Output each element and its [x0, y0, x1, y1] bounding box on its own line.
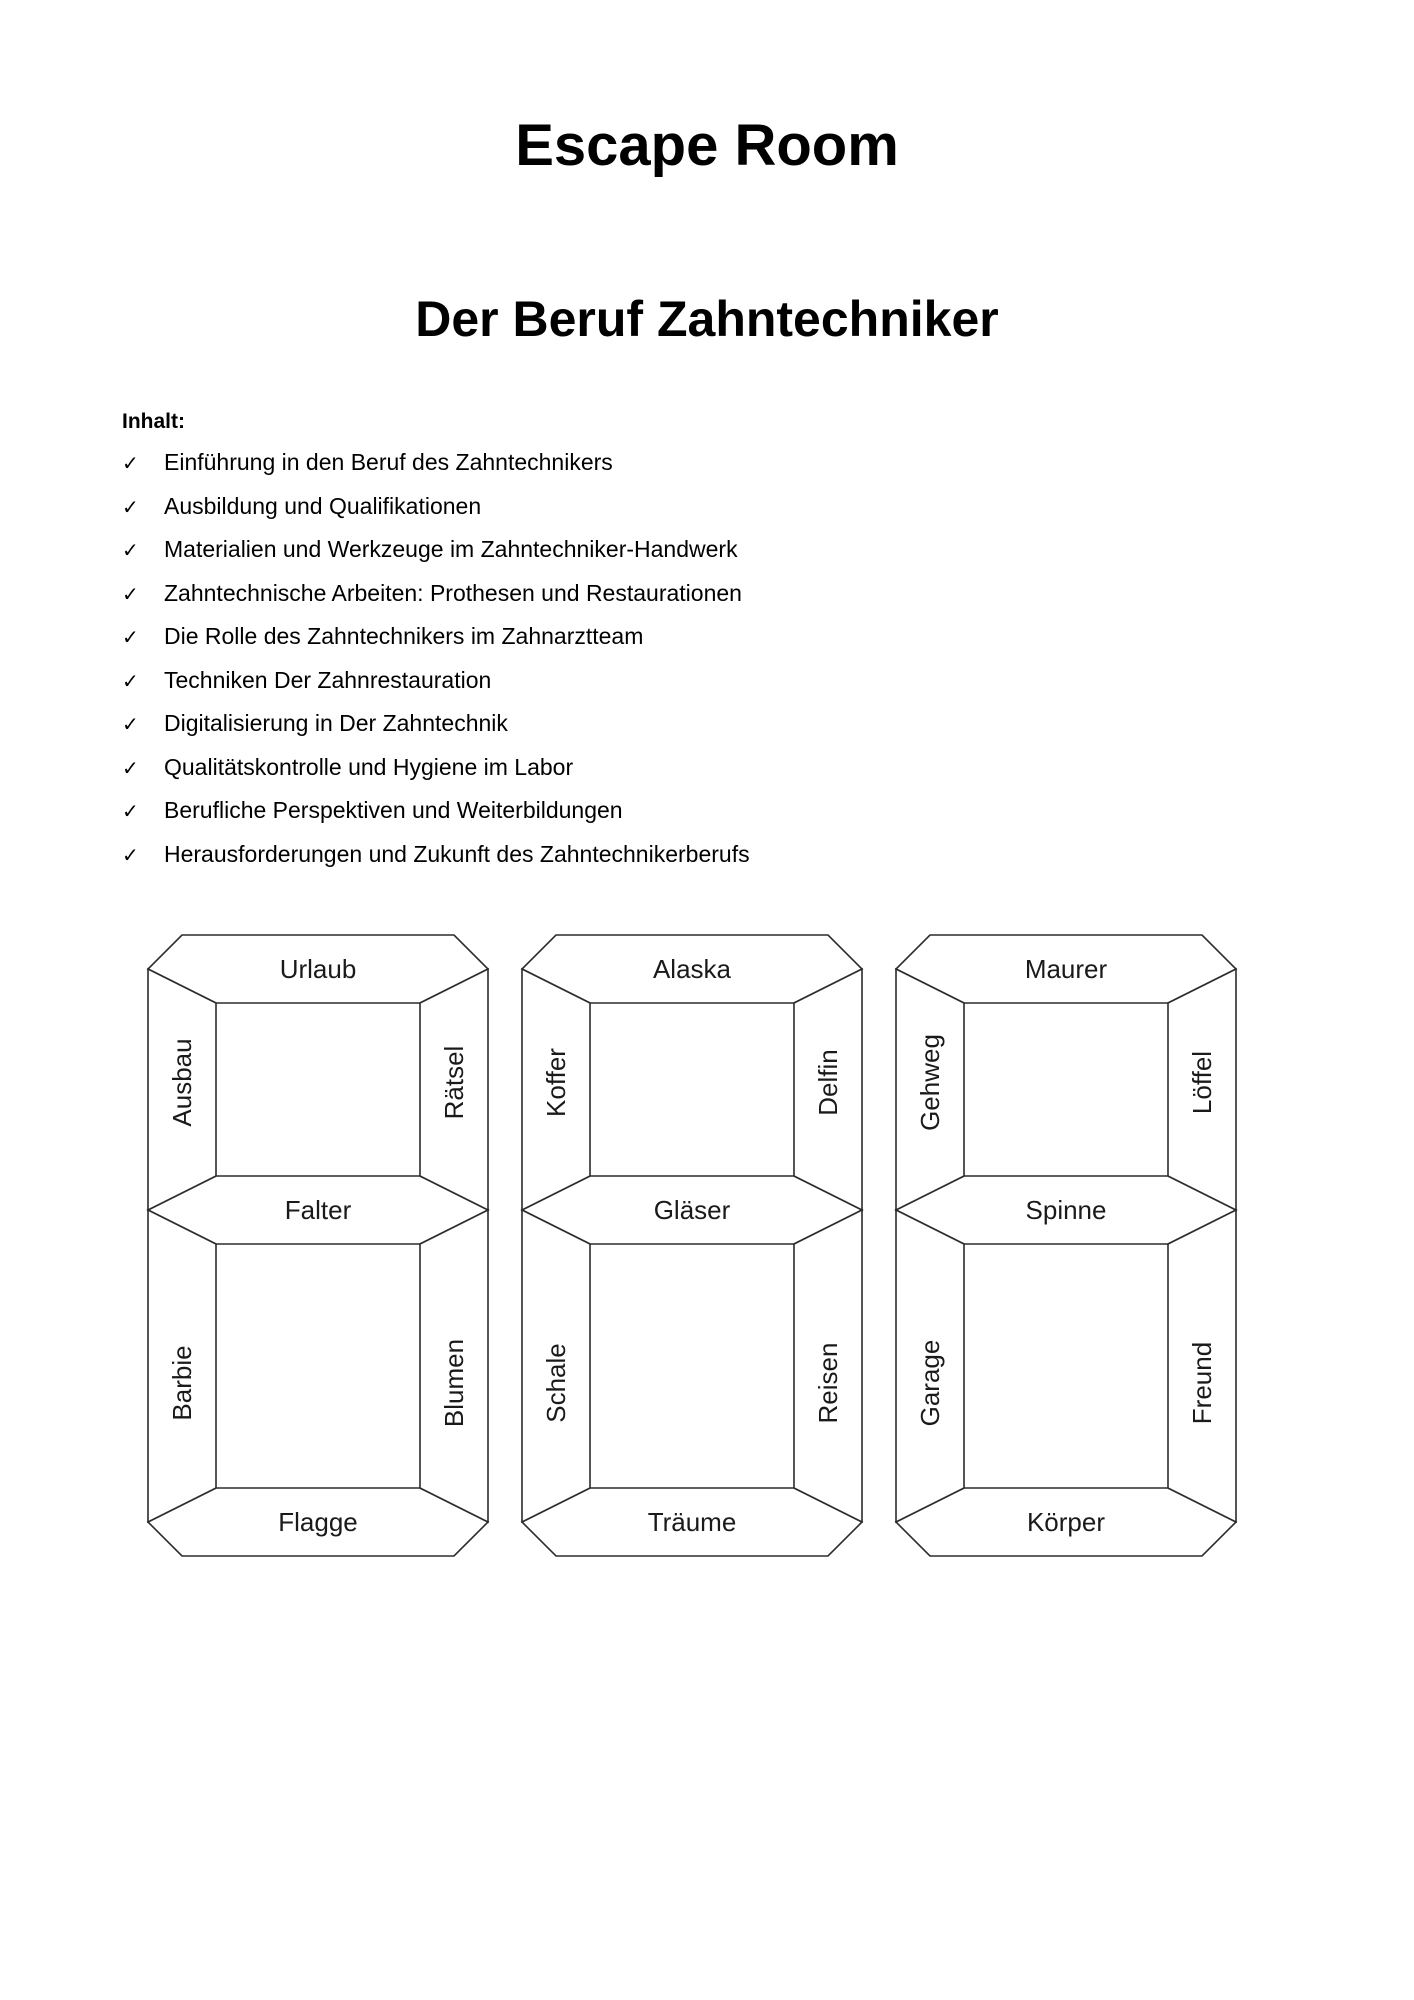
segment-word: Urlaub	[279, 954, 357, 984]
segment-middle	[148, 1176, 488, 1244]
segment-middle	[522, 1176, 862, 1244]
segment-word: Schale	[541, 1343, 571, 1423]
segment-word: Löffel	[1187, 1050, 1217, 1115]
segment-lower-right	[420, 1210, 488, 1522]
segment-word: Gläser	[653, 1195, 731, 1225]
list-item-text: Techniken Der Zahnrestauration	[164, 666, 492, 693]
segment-bottom	[522, 1488, 862, 1556]
page-subtitle: Der Beruf Zahntechniker	[415, 291, 999, 347]
segment-word: Spinne	[1025, 1195, 1107, 1225]
checkmark-icon: ✓	[122, 494, 139, 519]
digit-puzzle-1	[148, 935, 488, 1556]
list-item-text: Berufliche Perspektiven und Weiterbildungen	[164, 797, 623, 823]
checkmark-icon: ✓	[122, 538, 139, 562]
list-item-text: Ausbildung und Qualifikationen	[164, 492, 482, 519]
list-item-text: Die Rolle des Zahntechnikers im Zahnarztteam	[164, 623, 644, 649]
checkmark-icon: ✓	[122, 799, 139, 823]
segment-middle	[896, 1176, 1236, 1244]
segment-lower-right	[794, 1210, 862, 1522]
segment-lower-right	[1168, 1210, 1236, 1522]
segment-word: Rätsel	[439, 1045, 469, 1120]
segment-word: Reisen	[813, 1342, 843, 1424]
contents-label: Inhalt:	[122, 410, 185, 433]
segment-word: Flagge	[278, 1507, 358, 1537]
segment-word: Falter	[284, 1195, 352, 1225]
segment-word: Alaska	[652, 954, 732, 984]
checkmark-icon: ✓	[122, 668, 139, 693]
list-item-text: Digitalisierung in Der Zahntechnik	[164, 710, 508, 736]
segment-word: Garage	[915, 1339, 945, 1427]
segment-lower-left	[522, 1210, 590, 1522]
segment-word: Maurer	[1024, 954, 1108, 984]
segment-bottom	[148, 1488, 488, 1556]
segment-word: Körper	[1026, 1507, 1106, 1537]
list-item-text: Materialien und Werkzeuge im Zahntechniker-Handwerk	[164, 536, 738, 562]
page-title: Escape Room	[515, 113, 899, 178]
segment-upper-left	[896, 969, 964, 1210]
checkmark-icon: ✓	[122, 842, 139, 867]
segment-upper-left	[148, 969, 216, 1210]
checkmark-icon: ✓	[122, 755, 139, 780]
segment-upper-right	[1168, 969, 1236, 1210]
segment-upper-right	[420, 969, 488, 1210]
segment-upper-right	[794, 969, 862, 1210]
segment-top	[148, 935, 488, 1003]
segment-bottom	[896, 1488, 1236, 1556]
segment-word: Freund	[1187, 1341, 1217, 1425]
checkmark-icon: ✓	[122, 625, 139, 649]
segment-lower-left	[148, 1210, 216, 1522]
segment-word: Träume	[647, 1507, 737, 1537]
digit-puzzle-3	[896, 935, 1236, 1556]
segment-word: Delfin	[813, 1049, 843, 1116]
segment-word: Koffer	[541, 1048, 571, 1117]
list-item-text: Herausforderungen und Zukunft des Zahntechnikerberufs	[164, 840, 750, 867]
digit-puzzle-2	[522, 935, 862, 1556]
segment-top	[522, 935, 862, 1003]
segment-top	[896, 935, 1236, 1003]
segment-lower-left	[896, 1210, 964, 1522]
checkmark-icon: ✓	[122, 712, 139, 736]
segment-word: Blumen	[439, 1338, 469, 1428]
segment-word: Barbie	[167, 1345, 197, 1421]
checkmark-icon: ✓	[122, 581, 139, 606]
checkmark-icon: ✓	[122, 451, 139, 475]
segment-word: Ausbau	[167, 1038, 197, 1127]
list-item-text: Qualitätskontrolle und Hygiene im Labor	[164, 753, 574, 780]
list-item-text: Zahntechnische Arbeiten: Prothesen und Restaurationen	[164, 579, 742, 606]
list-item-text: Einführung in den Beruf des Zahntechnikers	[164, 449, 613, 475]
segment-word: Gehweg	[915, 1034, 945, 1131]
segment-upper-left	[522, 969, 590, 1210]
